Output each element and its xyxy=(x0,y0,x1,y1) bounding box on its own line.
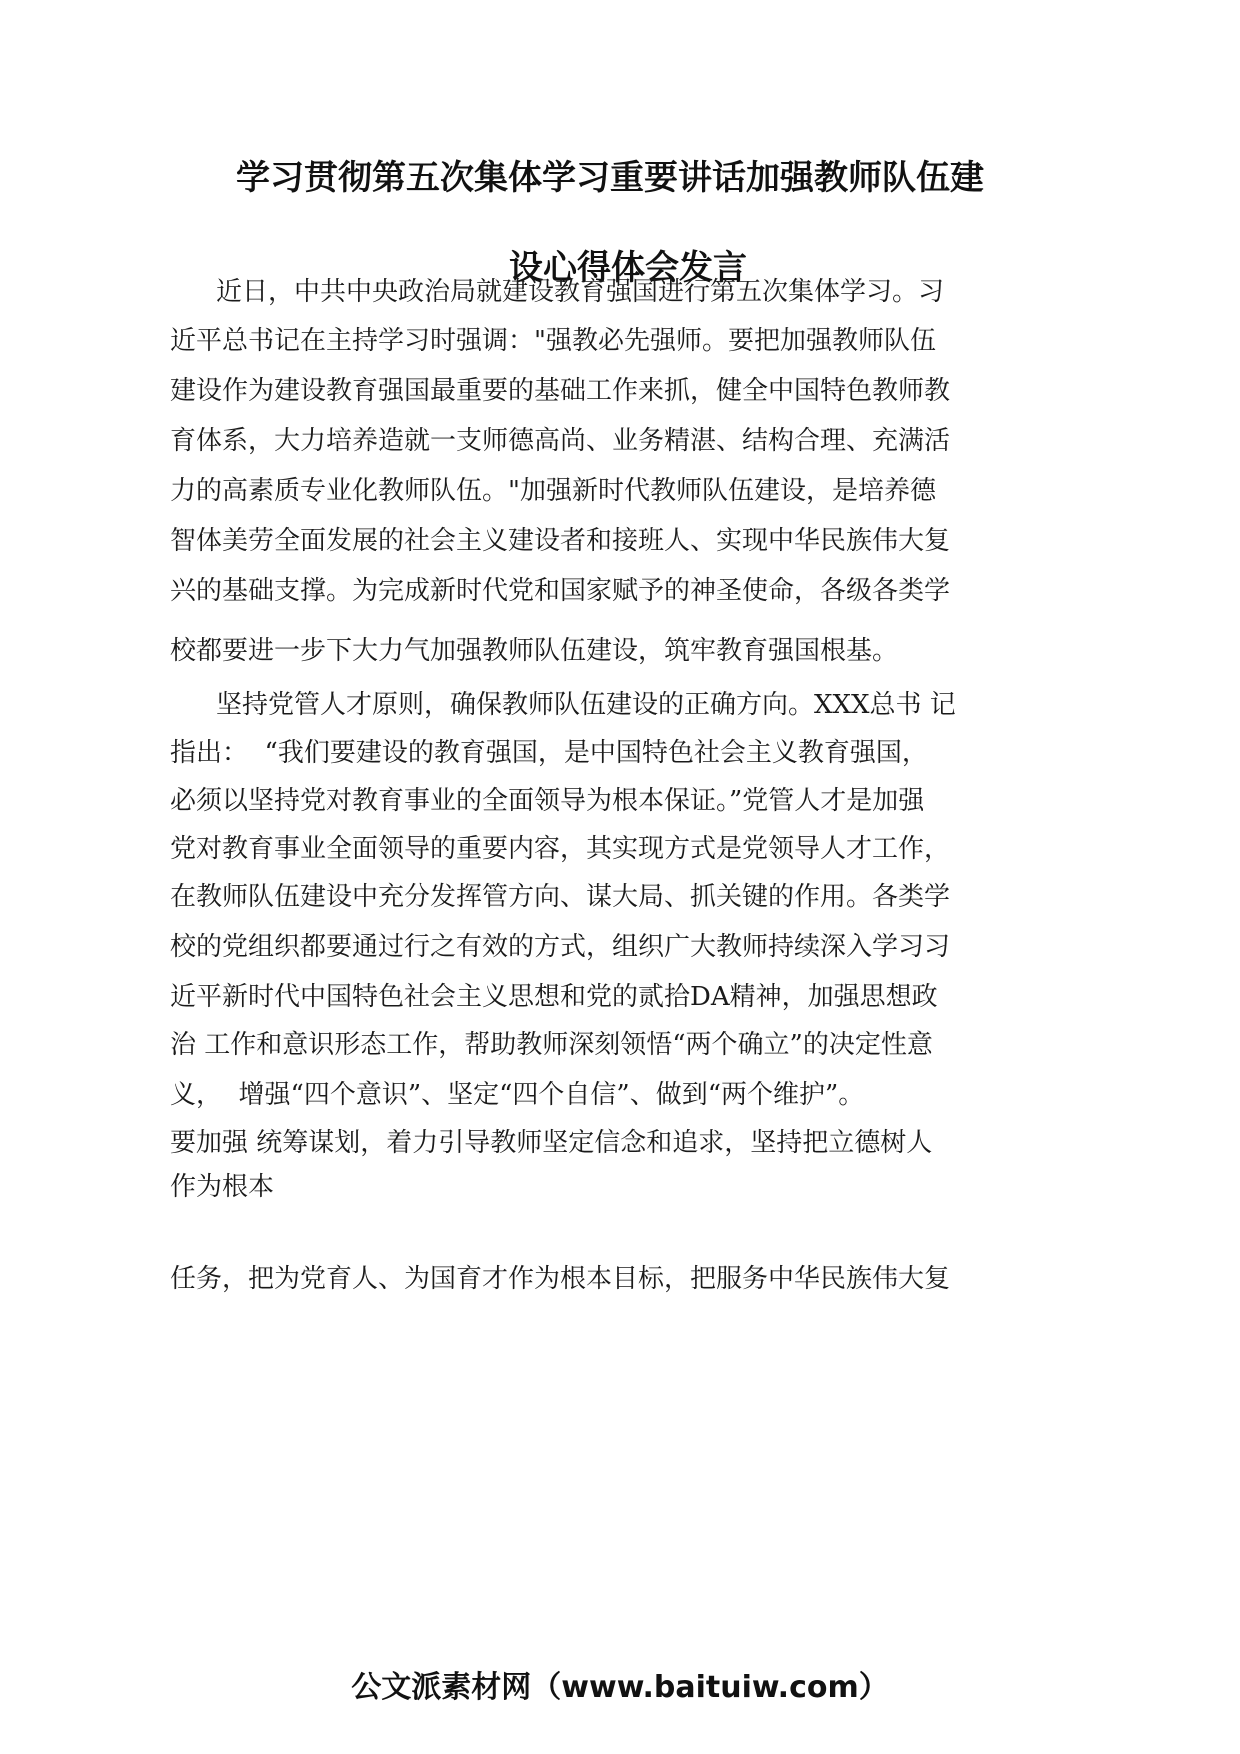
body-line-3: 建设作为建设教育强国最重要的基础工作来抓，健全中国特色教师教 xyxy=(170,376,951,406)
body-line-19: 作为根本 xyxy=(170,1172,275,1202)
body-line-5: 力的高素质专业化教师队伍。"加强新时代教师队伍建设，是培养德 xyxy=(170,476,936,506)
body-line-17: 义， 增强“四个意识”、坚定“四个自信”、做到“两个维护”。 xyxy=(170,1080,865,1110)
body-line-4: 育体系，大力培养造就一支师德高尚、业务精湛、结构合理、充满活 xyxy=(170,426,951,456)
body-line-13: 在教师队伍建设中充分发挥管方向、谋大局、抓关键的作用。各类学 xyxy=(170,882,951,912)
body-line-14: 校的党组织都要通过行之有效的方式，组织广大教师持续深入学习习 xyxy=(170,932,951,962)
body-line-12: 党对教育事业全面领导的重要内容，其实现方式是党领导人才工作， xyxy=(170,834,951,864)
body-line-2: 近平总书记在主持学习时强调："强教必先强师。要把加强教师队伍 xyxy=(170,326,936,356)
body-line-1: 近日，中共中央政治局就建设教育强国进行第五次集体学习。习 xyxy=(216,277,945,307)
body-line-18: 要加强 统筹谋划，着力引导教师坚定信念和追求，坚持把立德树人 xyxy=(170,1128,933,1158)
body-line-15: 近平新时代中国特色社会主义思想和党的贰拾DA精神，加强思想政 xyxy=(170,982,938,1012)
footer-source: 公文派素材网（www.baituiw.com） xyxy=(351,1670,889,1705)
body-line-7: 兴的基础支撑。为完成新时代党和国家赋予的神圣使命，各级各类学 xyxy=(170,576,951,606)
body-line-11: 必须以坚持党对教育事业的全面领导为根本保证。”党管人才是加强 xyxy=(170,786,925,816)
document-title-line-2: 设心得体会发言 xyxy=(509,248,747,288)
body-line-9: 坚持党管人才原则，确保教师队伍建设的正确方向。XXX总书 记 xyxy=(216,690,956,720)
body-line-10: 指出： “我们要建设的教育强国，是中国特色社会主义教育强国， xyxy=(170,738,928,768)
body-line-6: 智体美劳全面发展的社会主义建设者和接班人、实现中华民族伟大复 xyxy=(170,526,951,556)
document-title-line-1: 学习贯彻第五次集体学习重要讲话加强教师队伍建 xyxy=(236,158,984,198)
body-line-8: 校都要进一步下大力气加强教师队伍建设，筑牢教育强国根基。 xyxy=(170,636,899,666)
body-line-16: 治 工作和意识形态工作，帮助教师深刻领悟“两个确立”的决定性意 xyxy=(170,1030,933,1060)
body-line-20: 任务，把为党育人、为国育才作为根本目标，把服务中华民族伟大复 xyxy=(170,1264,951,1294)
